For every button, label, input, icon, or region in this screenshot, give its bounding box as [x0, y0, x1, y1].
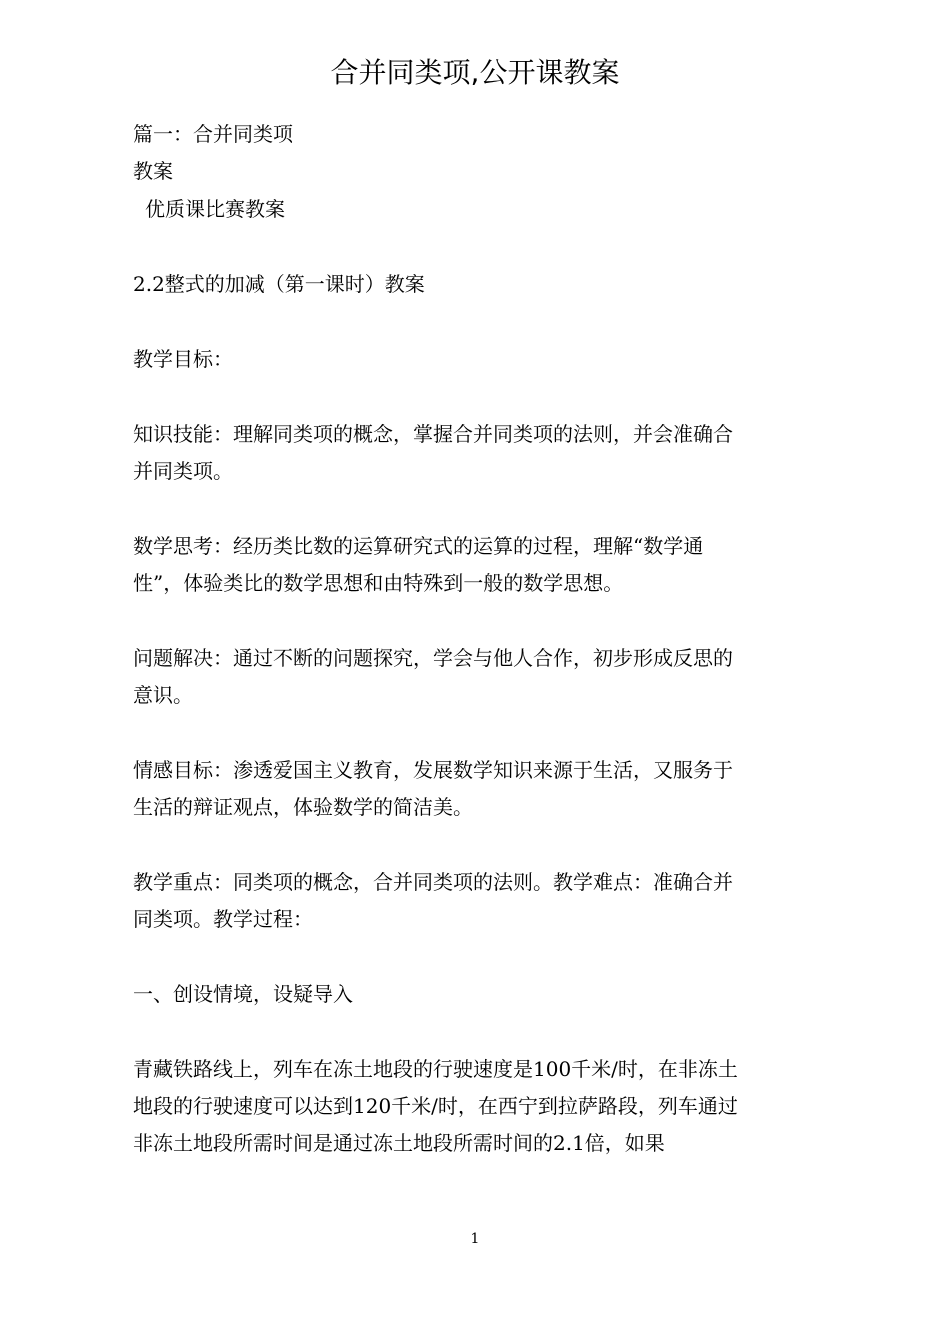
paragraph-line: 情感目标：渗透爱国主义教育，发展数学知识来源于生活，又服务于	[133, 758, 733, 782]
objectives-heading: 教学目标：	[133, 347, 233, 371]
section-heading: 篇一：合并同类项	[133, 122, 293, 146]
text-line: 教案	[133, 159, 173, 183]
section-heading: 一、创设情境，设疑导入	[133, 982, 353, 1006]
paragraph-line: 青藏铁路线上，列车在冻土地段的行驶速度是100千米/时，在非冻土	[133, 1057, 738, 1081]
paragraph-line: 地段的行驶速度可以达到120千米/时，在西宁到拉萨路段，列车通过	[133, 1094, 738, 1118]
paragraph-line: 同类项。教学过程：	[133, 907, 313, 931]
text-line: 优质课比赛教案	[145, 197, 285, 221]
paragraph-line: 并同类项。	[133, 459, 233, 483]
paragraph-line: 教学重点：同类项的概念，合并同类项的法则。教学难点：准确合并	[133, 870, 733, 894]
paragraph-line: 知识技能：理解同类项的概念，掌握合并同类项的法则，并会准确合	[133, 422, 733, 446]
paragraph-line: 性”，体验类比的数学思想和由特殊到一般的数学思想。	[133, 571, 624, 595]
page-number: 1	[470, 1231, 480, 1247]
paragraph-line: 非冻土地段所需时间是通过冻土地段所需时间的2.1倍，如果	[133, 1131, 665, 1155]
lesson-title: 2.2整式的加减（第一课时）教案	[133, 272, 425, 296]
paragraph-line: 问题解决：通过不断的问题探究，学会与他人合作，初步形成反思的	[133, 646, 733, 670]
document-title: 合并同类项,公开课教案	[330, 56, 620, 89]
paragraph-line: 意识。	[133, 683, 193, 707]
paragraph-line: 生活的辩证观点，体验数学的简洁美。	[133, 795, 473, 819]
paragraph-line: 数学思考：经历类比数的运算研究式的运算的过程，理解“数学通	[133, 534, 704, 558]
